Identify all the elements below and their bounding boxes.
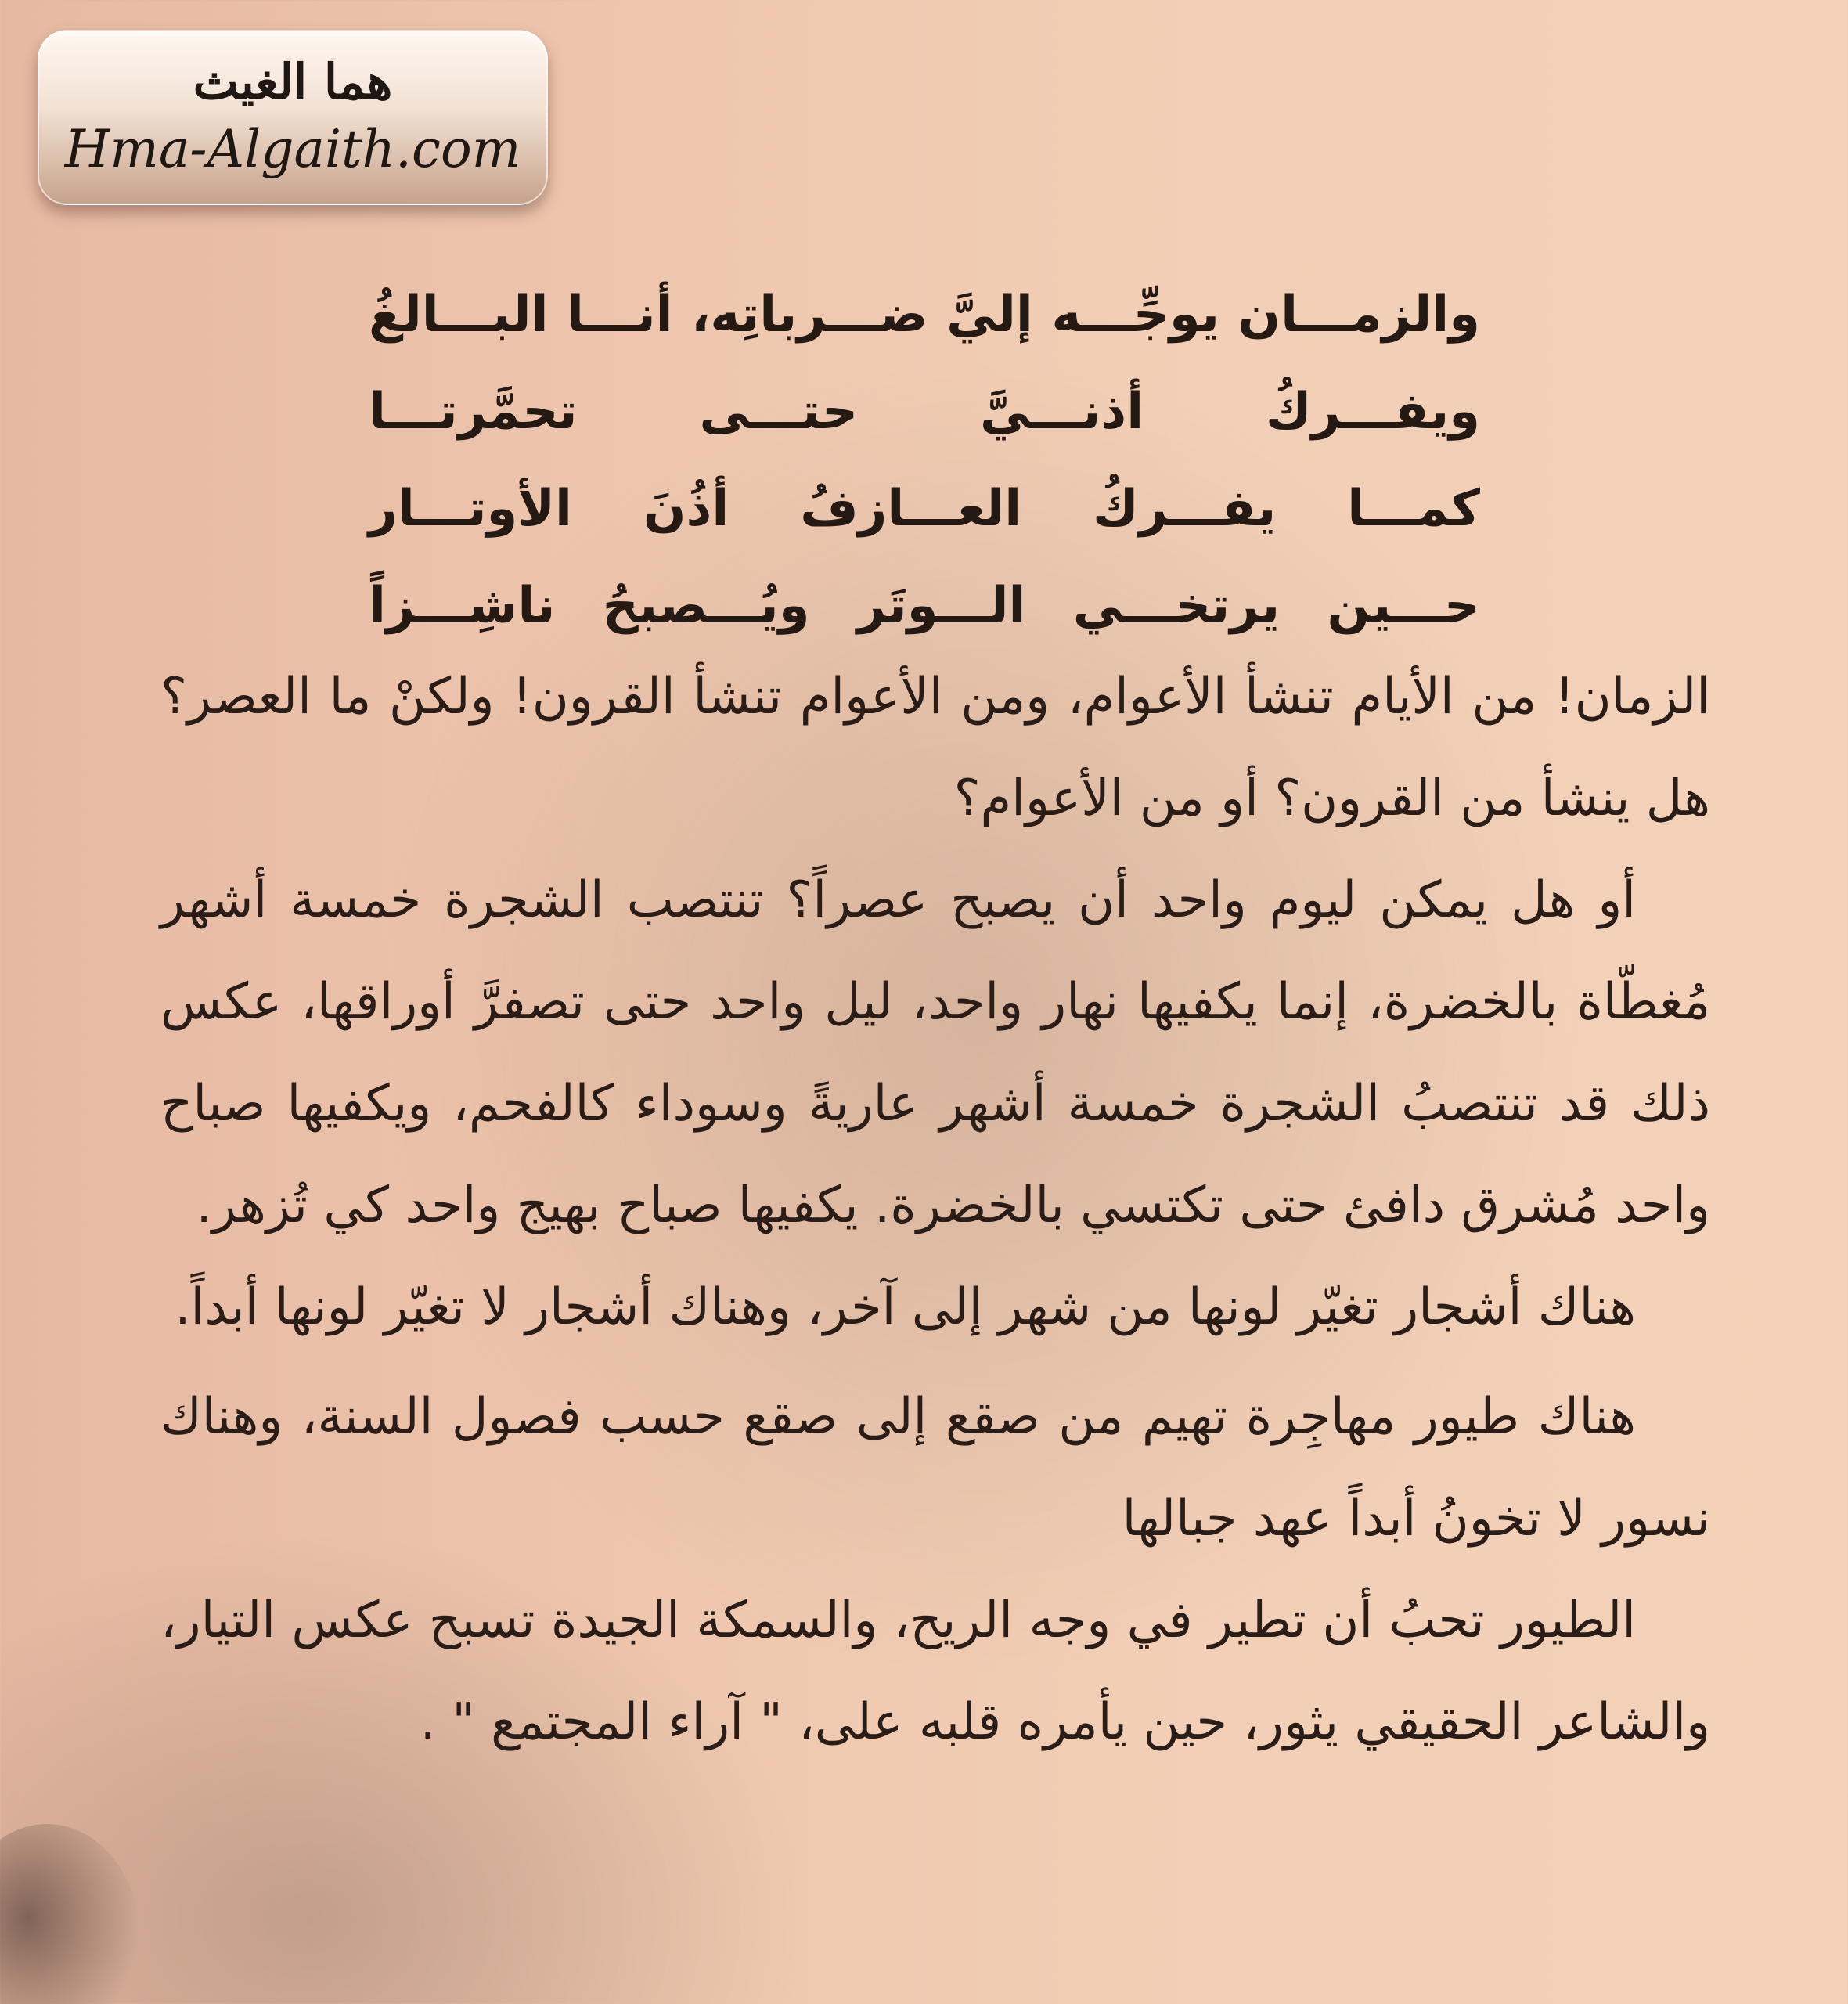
watermark-url: Hma-Algaith.com: [64, 119, 521, 179]
paragraph: هناك طيور مهاجِرة تهيم من صقع إلى صقع حسب فصول السنة، وهناك نسور لا تخونُ أبداً عهد جبالها: [160, 1388, 1710, 1548]
watermark-arabic: هما الغيث: [193, 53, 393, 110]
paragraph: أو هل يمكن ليوم واحد أن يصبح عصراً؟ تنتصب الشجرة خمسة أشهر مُغطّاة بالخضرة، إنما يكفيها نهار واحد، ليل واحد حتى تصفرَّ أوراقها، عكس ذلك قد تنتصبُ الشجرة خمسة أشهر عاريةً وسوداء كالفحم، ويكفيها صباح واحد مُشرق دافئ حتى تكتسي بالخضرة. يكفيها صباح بهيج واحد كي تُزهر.: [160, 871, 1710, 1234]
watermark-badge: [38, 30, 548, 205]
poem-verse: [369, 266, 1480, 654]
paragraph: الزمان! من الأيام تنشأ الأعوام، ومن الأعوام تنشأ القرون! ولكنْ ما العصر؟ هل ينشأ من القرون؟ أو من الأعوام؟: [160, 668, 1710, 827]
prose-body: [160, 646, 1710, 1773]
paragraph: هناك أشجار تغيّر لونها من شهر إلى آخر، وهناك أشجار لا تغيّر لونها أبداً.: [175, 1278, 1636, 1336]
poem-line: كمـــا يفـــركُ العـــازفُ أذُنَ الأوتـــار: [369, 480, 1480, 538]
paragraph: الطيور تحبُ أن تطير في وجه الريح، والسمكة الجيدة تسبح عكس التيار، والشاعر الحقيقي يثور، حين يأمره قلبه على، " آراء المجتمع " .: [160, 1591, 1710, 1751]
poem-line: والزمـــان يوجِّـــه إليَّ ضـــرباتِه، أنـــا البـــالغُ: [369, 286, 1480, 344]
finger-shadow: [0, 1824, 141, 2004]
poem-line: حـــين يرتخـــي الـــوتَر ويُـــصبحُ ناشِـــزاً: [369, 577, 1480, 635]
poem-line: ويفـــركُ أذنـــيَّ حتـــى تحمَّرتـــا: [369, 383, 1480, 441]
